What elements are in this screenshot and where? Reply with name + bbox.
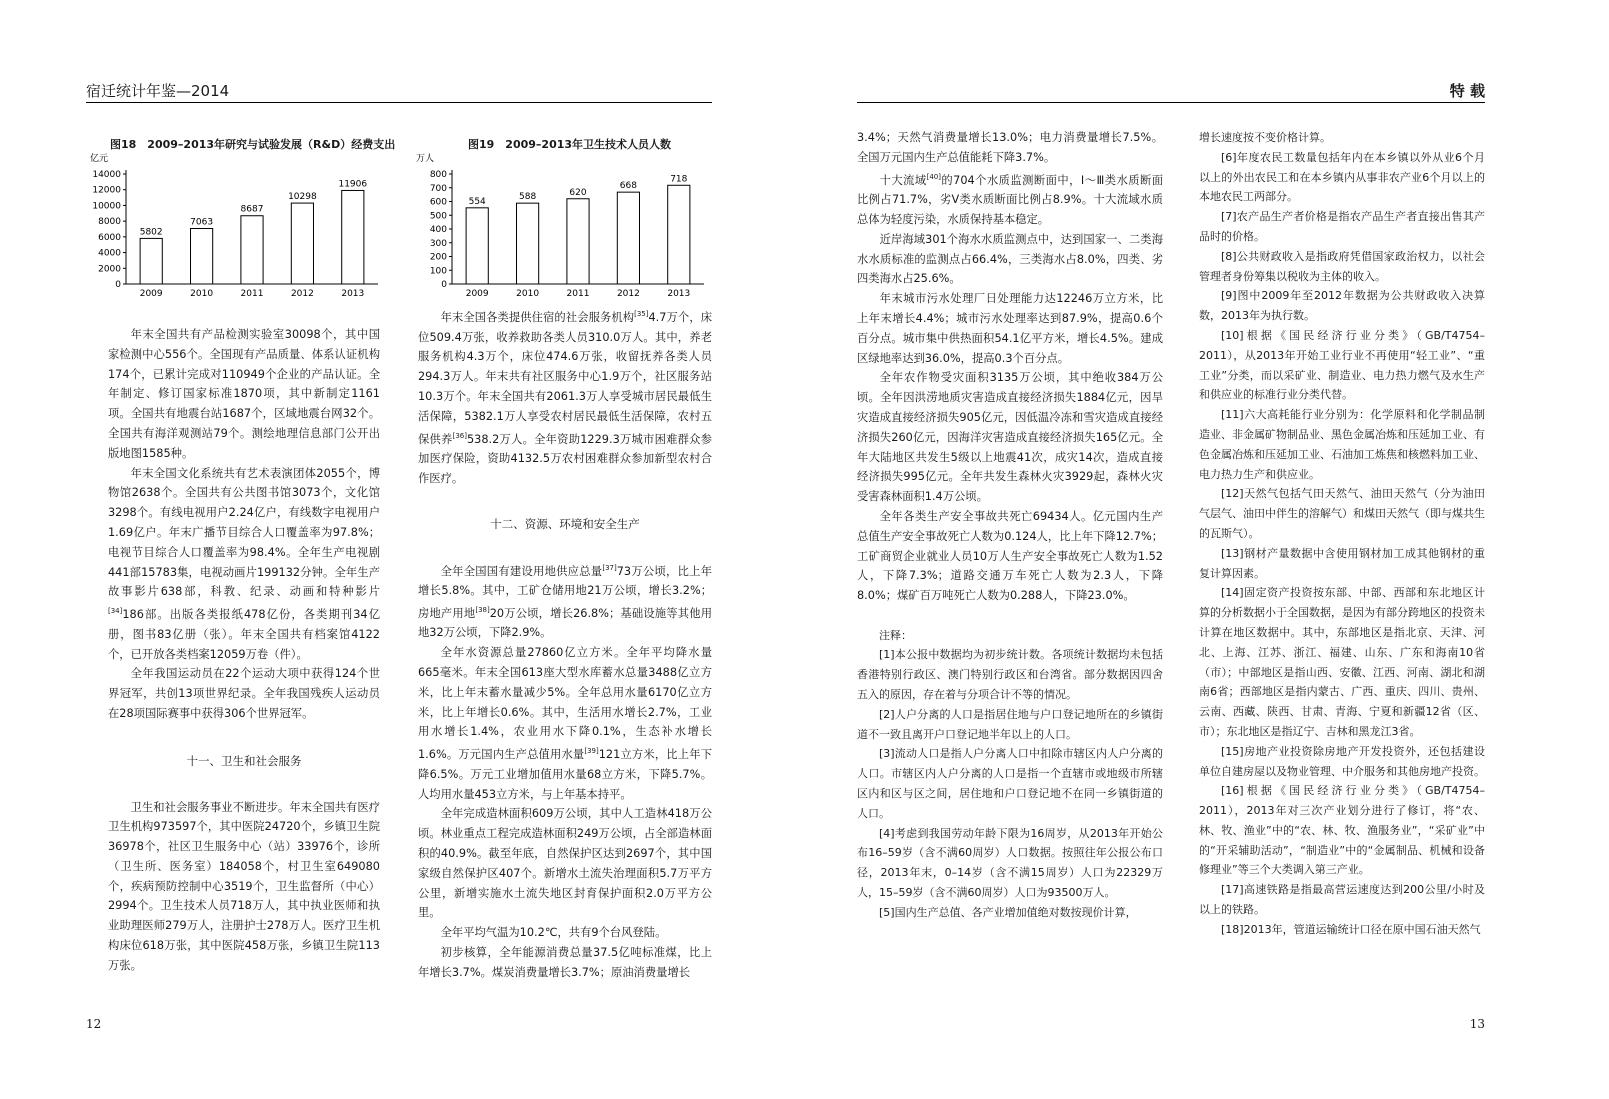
footnote: [3]流动人口是指人户分离人口中扣除市辖区内人户分离的人口。市辖区内人户分离的人口是指一个直辖市或地级市所辖区内和区与区之间，居住地和户口登记地不在同一乡镇街道的人口。 — [857, 747, 1163, 820]
col2-paragraph: 全年平均气温为10.2℃，共有9个台风登陆。 — [440, 926, 667, 940]
footnote: [17]高速铁路是指最高营运速度达到200公里/小时及以上的铁路。 — [1199, 883, 1485, 917]
footnote: [10]根据《国民经济行业分类》（GB/T4754–2011），从2013年开始工业行业不再使用“轻工业”、“重工业”分类，而以采矿业、制造业、电力热力燃气及水生产和供应业的标准行业分类代替。 — [1199, 328, 1485, 402]
y-tick-label: 0 — [115, 280, 121, 290]
right-column-1 — [857, 128, 1163, 923]
y-unit-label: 万人 — [416, 154, 435, 164]
y-tick-label: 300 — [429, 238, 447, 249]
text-run: 十大流域 — [879, 173, 927, 187]
y-tick-label: 10000 — [92, 201, 121, 212]
data-label: 718 — [670, 174, 688, 185]
data-label: 620 — [569, 187, 587, 198]
data-label: 8687 — [240, 204, 264, 215]
footnote-ref: [37] — [602, 563, 617, 572]
left-column-2 — [418, 305, 712, 983]
footnote: [18]2013年，管道运输统计口径在原中国石油天然气 — [1221, 922, 1481, 936]
text-run: 73万公顷，比上年增长5.8%。其中，工矿仓储用地21万公顷，增长3.2%；房地产用地 — [418, 564, 712, 620]
x-tick-label: 2012 — [290, 289, 314, 299]
right-page-number: 13 — [1469, 1017, 1485, 1031]
x-tick-label: 2013 — [341, 289, 365, 299]
col1-paragraph — [108, 464, 380, 665]
y-unit-label: 亿元 — [90, 154, 109, 164]
col1-paragraph: 全年我国运动员在22个运动大项中获得124个世界冠军，共创13项世界纪录。全年我国残疾人运动员在28项国际赛事中获得306个世界冠军。 — [108, 667, 380, 720]
y-tick-label: 0 — [441, 280, 447, 290]
x-tick-label: 2009 — [465, 289, 489, 299]
right-header-rule — [857, 102, 1485, 103]
text-run: 的704个水质监测断面中，Ⅰ～Ⅲ类水质断面比例占71.7%，劣Ⅴ类水质断面比例占8.9%。十大流域水质总体为轻度污染，水质保持基本稳定。 — [857, 173, 1163, 226]
col3-paragraph: 全年农作物受灾面积3135万公顷，其中绝收384万公顷。全年因洪涝地质灾害造成直接经济损失1884亿元，因旱灾造成直接经济损失905亿元，因低温冷冻和雪灾造成直接经济损失260亿元，因海洋灾害造成直接经济损失165亿元。全年大陆地区共发生5级以上地震41次，成灾14次，造成直接经济损失995亿元。全年共发生森林火灾3929起，森林火灾受害森林面积1.4万公顷。 — [857, 371, 1163, 504]
y-tick-label: 500 — [429, 211, 447, 222]
x-tick-label: 2009 — [139, 289, 163, 299]
bar — [517, 203, 539, 284]
left-header-rule — [86, 102, 712, 103]
bar — [617, 192, 639, 284]
left-page-number: 12 — [86, 1017, 102, 1031]
footnote: [14]固定资产投资按东部、中部、西部和东北地区计算的分析数据小于全国数据，是因为有部分跨地区的投资未计算在地区数据中。其中，东部地区是指北京、天津、河北、上海、江苏、浙江、福建、山东、广东和海南10省（市）；中部地区是指山西、安徽、江西、河南、湖北和湖南6省；西部地区是指内蒙古、广西、重庆、四川、贵州、云南、西藏、陕西、甘肃、青海、宁夏和新疆12省（区、市）；东北地区是指辽宁、吉林和黑龙江3省。 — [1199, 586, 1485, 738]
text-run: 121立方米，比上年下降6.5%。万元工业增加值用水量68立方米，下降5.7%。人均用水量453立方米，与上年基本持平。 — [418, 747, 712, 801]
col3-paragraph: 全年各类生产安全事故共死亡69434人。亿元国内生产总值生产安全事故死亡人数为0.124人，比上年下降12.7%；工矿商贸企业就业人员10万人生产安全事故死亡人数为1.52人，下降7.3%；道路交通万车死亡人数为2.3人，下降8.0%；煤矿百万吨死亡人数为0.288人，下降23.0%。 — [857, 509, 1163, 603]
right-column-2 — [1199, 128, 1485, 940]
bar — [241, 216, 263, 284]
footnote: [7]农产品生产者价格是指农产品生产者直接出售其产品时的价格。 — [1199, 210, 1485, 243]
text-run: 全年全国国有建设用地供应总量 — [440, 564, 603, 578]
data-label: 5802 — [139, 227, 163, 238]
y-tick-label: 400 — [429, 225, 447, 235]
footnote-ref: [38] — [475, 605, 490, 614]
bar — [466, 208, 488, 284]
footnote: [4]考虑到我国劳动年龄下限为16周岁，从2013年开始公布16–59岁（含不满60周岁）人口数据。按照往年公报公布口径，2013年末，0–14岁（含不满15周岁）人口为22329万人，15–59岁（含不满60周岁）人口为93500万人。 — [857, 826, 1163, 900]
y-tick-label: 12000 — [92, 185, 121, 196]
bar — [191, 229, 213, 284]
bar — [342, 190, 364, 284]
y-tick-label: 800 — [429, 170, 447, 180]
footnote-ref: [35] — [634, 310, 649, 318]
bar — [291, 203, 313, 284]
col1-paragraph: 卫生和社会服务事业不断进步。年末全国共有医疗卫生机构973597个，其中医院24720个，乡镇卫生院36978个，社区卫生服务中心（站）33976个，诊所（卫生所、医务室）184058个，村卫生室649080个，疾病预防控制中心3519个，卫生监督所（中心）2994个。卫生技术人员718万人，其中执业医师和执业助理医师279万人，注册护士278万人。医疗卫生机构床位618万张，其中医院458万张，乡镇卫生院113万张。 — [108, 800, 380, 972]
footnote: [2]人户分离的人口是指居住地与户口登记地所在的乡镇街道不一致且离开户口登记地半年以上的人口。 — [857, 707, 1163, 741]
chart-health-workers — [412, 150, 712, 302]
data-label: 554 — [468, 196, 486, 207]
col3-paragraph: 近岸海域301个海水水质监测点中，达到国家一、二类海水水质标准的监测点占66.4%，三类海水占8.0%，四类、劣四类海水占25.6%。 — [857, 232, 1163, 286]
footnote-ref: [39] — [584, 747, 599, 756]
bar — [140, 238, 162, 284]
right-header-title: 特 载 — [1449, 82, 1485, 100]
y-tick-label: 200 — [429, 252, 447, 263]
chart-rd-title: 图18 2009–2013年研究与试验发展（R&D）经费支出 — [110, 138, 396, 151]
y-tick-label: 100 — [429, 266, 447, 277]
col1-paragraph: 年末全国共有产品检测实验室30098个，其中国家检测中心556个。全国现有产品质量、体系认证机构174个，已累计完成对110949个企业的产品认证。全年制定、修订国家标准1870项，其中新制定1161项。全国共有地震台站1687个，区域地震台网32个。全国共有海洋观测站79个。测绘地理信息部门公开出版地图1585种。 — [108, 328, 380, 460]
col2-paragraph — [418, 559, 712, 644]
text-run: 年末全国文化系统共有艺术表演团体2055个，博物馆2638个。全国共有公共图书馆3073个，文化馆3298个。有线电视用户2.24亿户，有线数字电视用户1.69亿户。年末广播节目综合人口覆盖率为97.8%；电视节目综合人口覆盖率为98.4%。全年生产电视剧441部15783集，电视动画片199132分钟。全年生产故事影片638部，科教、纪录、动画和特种影片 — [108, 466, 380, 599]
col2-paragraph — [418, 643, 712, 804]
section-heading-11: 十一、卫生和社会服务 — [186, 753, 302, 768]
chart-rd-expenditure — [86, 150, 386, 302]
footnote: [16]根据《国民经济行业分类》（GB/T4754–2011），2013年对三次产业划分进行了修订，将“农、林、牧、渔业”中的“农、林、牧、渔服务业”，“采矿业”中的“开采辅助活动”，“制造业”中的“金属制品、机械和设备修理业”等三个大类调入第三产业。 — [1199, 784, 1485, 877]
text-run: 186部。出版各类报纸478亿份，各类期刊34亿册，图书83亿册（张）。年末全国共有档案馆4122个，已开放各类档案12059万卷（件）。 — [108, 607, 380, 661]
text-run: 538.2万人。全年资助1229.3万城市困难群众参加医疗保险，资助4132.5万农村困难群众参加新型农村合作医疗。 — [418, 432, 712, 485]
text-run: 4.7万个，床位509.4万张，收养救助各类人员310.0万人。其中，养老服务机构4.3万个，床位474.6万张，收留抚养各类人员294.3万人。年末共有社区服务中心1.9万个，社区服务站10.3万个。年末全国共有2061.3万人享受城市居民最低生活保障，5382.1万人享受农村居民最低生活保障，农村五保供养 — [418, 310, 712, 446]
data-label: 7063 — [190, 217, 214, 228]
col3-paragraph — [857, 168, 1163, 230]
x-tick-label: 2012 — [616, 289, 640, 299]
left-column-1 — [108, 325, 380, 976]
data-label: 588 — [519, 192, 537, 203]
col2-paragraph — [418, 305, 712, 489]
data-label: 668 — [619, 181, 637, 192]
text-run: 全年水资源总量27860亿立方米。全年平均降水量665毫米。年末全国613座大型水库蓄水总量3488亿立方米，比上年末蓄水量减少5%。全年总用水量6170亿立方米，比上年增长0.6%。其中，生活用水增长2.7%，工业用水增长1.4%，农业用水下降0.1%，生态补水增长1.6%。万元国内生产总值用水量 — [418, 646, 712, 761]
footnote: [9]图中2009年至2012年数据为公共财政收入决算数，2013年为执行数。 — [1199, 289, 1485, 323]
footnote: 增长速度按不变价格计算。 — [1199, 131, 1331, 144]
footnote: [13]钢材产量数据中含使用钢材加工成其他钢材的重复计算因素。 — [1199, 546, 1485, 580]
footnote: [1]本公报中数据均为初步统计数。各项统计数据均未包括香港特别行政区、澳门特别行政区和台湾省。部分数据因四舍五入的原因，存在着与分项合计不等的情况。 — [857, 648, 1163, 702]
x-tick-label: 2011 — [566, 289, 590, 299]
footnote-ref: [36] — [452, 431, 467, 440]
right-page — [809, 0, 1609, 1099]
text-run: 年末全国各类提供住宿的社会服务机构 — [440, 310, 635, 324]
left-page — [0, 0, 800, 1099]
bar — [668, 185, 690, 284]
y-tick-label: 700 — [429, 183, 447, 194]
x-tick-label: 2010 — [190, 289, 214, 299]
footnote: [11]六大高耗能行业分别为：化学原料和化学制品制造业、非金属矿物制品业、黑色金属冶炼和压延加工业、有色金属冶炼和压延加工业、石油加工炼焦和核燃料加工业、电力热力生产和供应业。 — [1199, 408, 1485, 481]
text-run: 20万公顷，增长26.8%；基础设施等其他用地32万公顷，下降2.9%。 — [418, 606, 712, 640]
notes-label: 注释： — [879, 628, 912, 642]
footnote: [12]天然气包括气田天然气、油田天然气（分为油田气层气、油田中伴生的溶解气）和煤田天然气（即与煤共生的瓦斯气）。 — [1199, 487, 1485, 540]
chart-health-title: 图19 2009–2013年卫生技术人员人数 — [468, 138, 672, 151]
left-header-title: 宿迁统计年鉴—2014 — [86, 82, 230, 100]
col2-paragraph: 全年完成造林面积609万公顷，其中人工造林418万公顷。林业重点工程完成造林面积249万公顷，占全部造林面积的40.9%。截至年底，自然保护区达到2697个，其中国家级自然保护区407个。新增水土流失治理面积5.7万平方公里，新增实施水土流失地区封育保护面积2.0万平方公里。 — [418, 807, 712, 920]
y-tick-label: 14000 — [92, 170, 121, 180]
x-tick-label: 2010 — [516, 289, 540, 299]
data-label: 10298 — [288, 192, 317, 203]
data-label: 11906 — [338, 179, 368, 190]
x-tick-label: 2011 — [240, 289, 264, 299]
y-tick-label: 4000 — [98, 248, 121, 259]
footnote: [6]年度农民工数量包括年内在本乡镇以外从业6个月以上的外出农民工和在本乡镇内从事非农产业6个月以上的本地农民工两部分。 — [1199, 150, 1485, 204]
y-tick-label: 2000 — [98, 264, 121, 275]
col3-paragraph: 年末城市污水处理厂日处理能力达12246万立方米，比上年末增长4.4%；城市污水处理率达到87.9%，提高0.6个百分点。城市集中供热面积54.1亿平方米，增长4.5%。建成区绿地率达到36.0%，提高0.3个百分点。 — [857, 292, 1163, 365]
y-tick-label: 6000 — [98, 232, 121, 243]
footnote: [8]公共财政收入是指政府凭借国家政治权力，以社会管理者身份筹集以税收为主体的收入。 — [1199, 249, 1485, 283]
footnote-ref: [34] — [108, 607, 123, 616]
col3-paragraph: 3.4%；天然气消费量增长13.0%；电力消费量增长7.5%。全国万元国内生产总值能耗下降3.7%。 — [857, 131, 1163, 164]
section-heading-12: 十二、资源、环境和安全生产 — [490, 516, 640, 531]
col2-paragraph: 初步核算，全年能源消费总量37.5亿吨标准煤，比上年增长3.7%。煤炭消费量增长3.7%；原油消费量增长 — [418, 945, 712, 979]
y-tick-label: 8000 — [98, 217, 121, 228]
bar — [567, 199, 589, 284]
footnote-ref: [40] — [926, 172, 941, 181]
footnote: [15]房地产业投资除房地产开发投资外，还包括建设单位自建房屋以及物业管理、中介服务和其他房地产投资。 — [1199, 744, 1485, 778]
footnote: [5]国内生产总值、各产业增加值绝对数按现价计算， — [879, 905, 1137, 919]
x-tick-label: 2013 — [667, 289, 691, 299]
y-tick-label: 600 — [429, 197, 447, 208]
